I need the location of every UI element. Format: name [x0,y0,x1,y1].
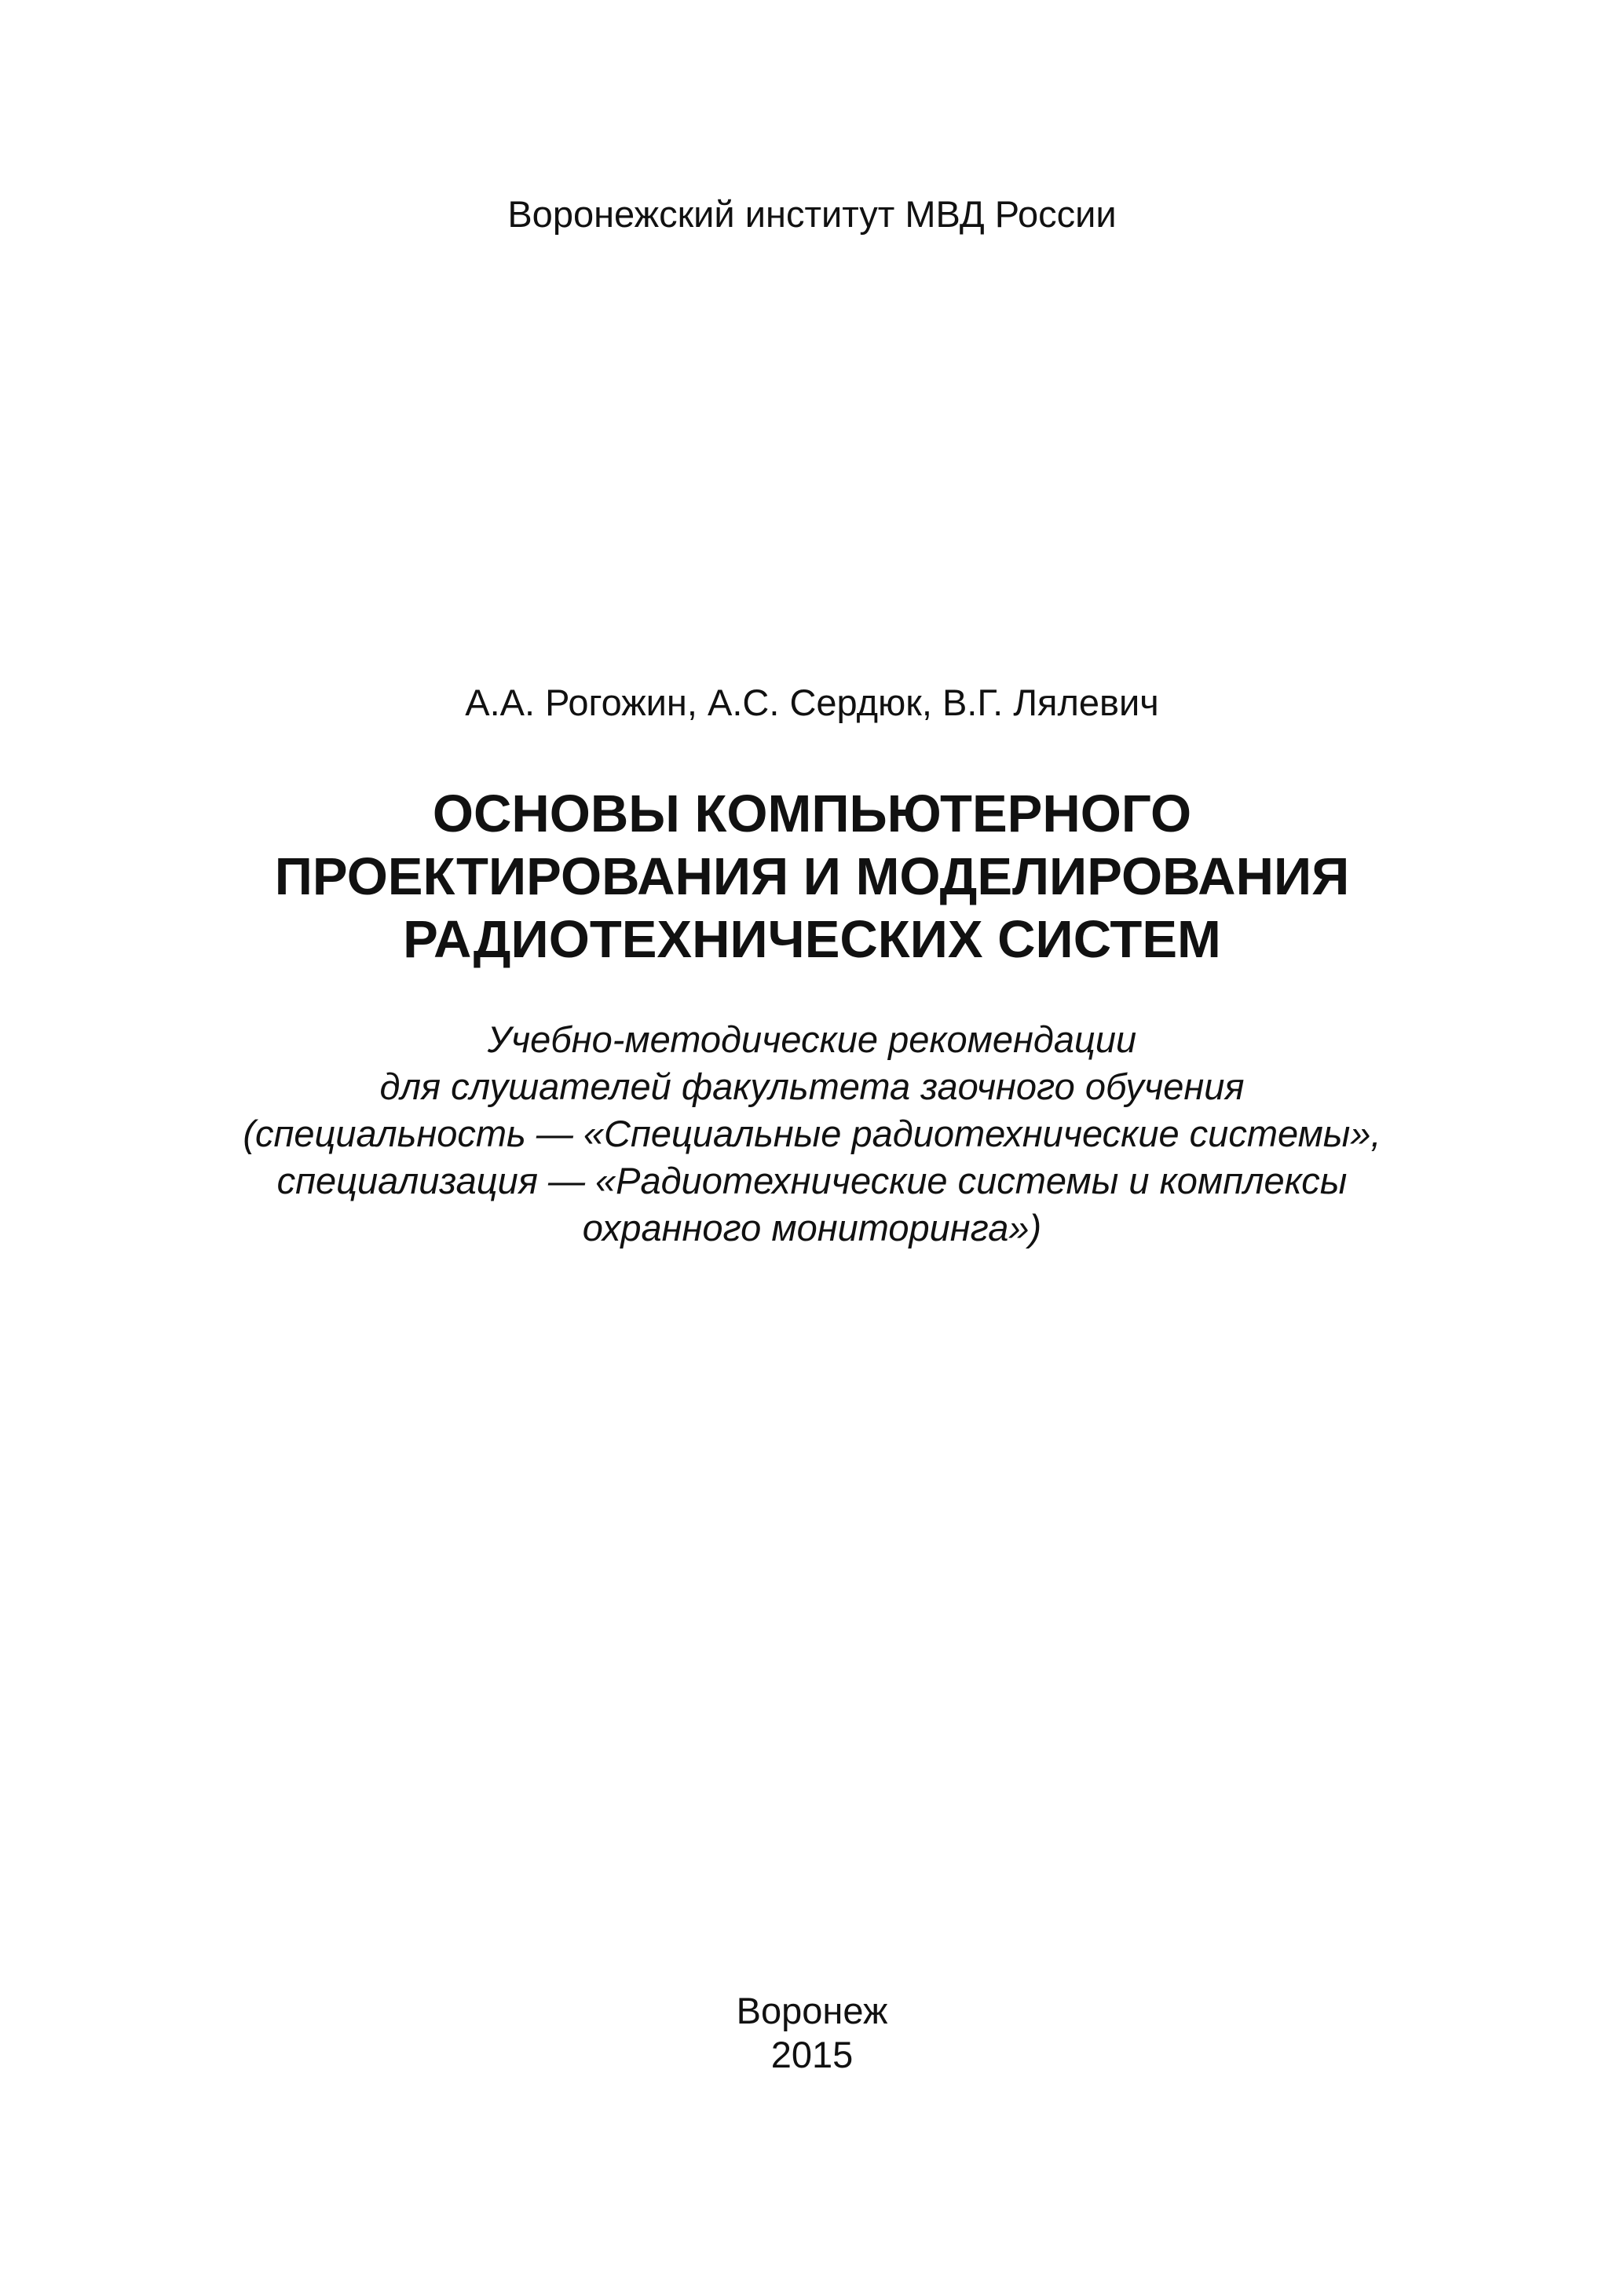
publication-city: Воронеж [736,1990,888,2031]
document-subtitle [0,1016,1624,1252]
title-line: ОСНОВЫ КОМПЬЮТЕРНОГО [432,784,1192,843]
subtitle-line: для слушателей факультета заочного обучения [379,1066,1245,1107]
document-title [0,783,1624,971]
subtitle-line: (специальность — «Специальные радиотехнические системы», [243,1113,1381,1154]
subtitle-line: Учебно-методические рекомендации [487,1018,1137,1060]
title-line: РАДИОТЕХНИЧЕСКИХ СИСТЕМ [403,910,1221,969]
subtitle-line: специализация — «Радиотехнические системы и комплексы [276,1160,1348,1201]
title-line: ПРОЕКТИРОВАНИЯ И МОДЕЛИРОВАНИЯ [274,847,1350,906]
institution-name: Воронежский институт МВД России [507,193,1117,235]
authors: А.А. Рогожин, А.С. Сердюк, В.Г. Лялевич [465,682,1159,723]
publication-year: 2015 [770,2034,854,2075]
subtitle-line: охранного мониторинга») [582,1207,1042,1249]
